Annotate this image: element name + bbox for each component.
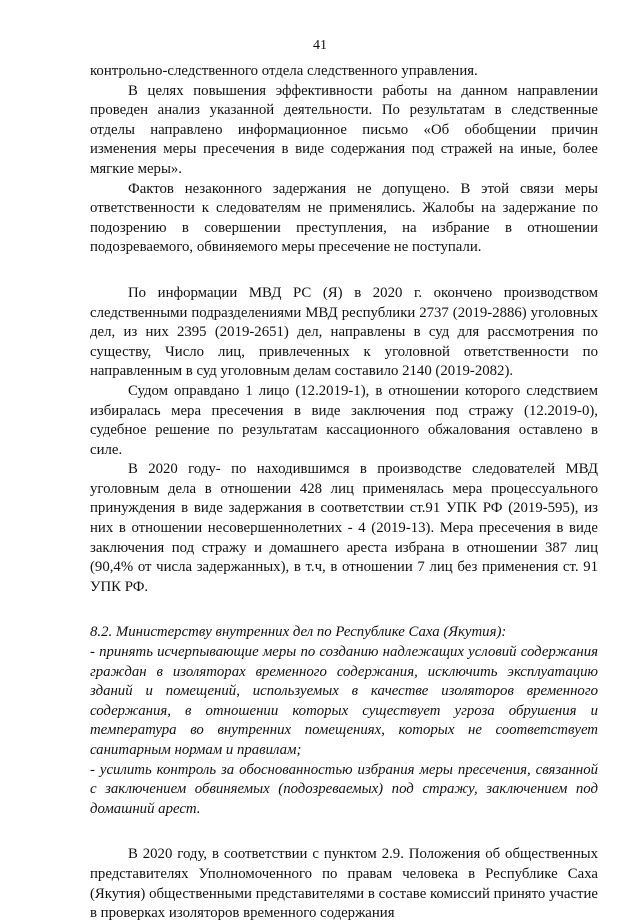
page-content	[90, 62, 598, 924]
paragraph-2020-detentions: В 2020 году- по находившимся в производстве следователей МВД уголовным дела в отношении 428 лиц применялась мера процессуального принуждения в виде задержания в соответствии ст.91 УПК РФ (2019-595), из них в отношении несовершеннолетних - 4 (2019-13). Мера пресечения в виде заключения под стражу и домашнего ареста избрана в отношении 387 лиц (90,4% от числа задержанных), в т.ч, в отношении 7 лиц без применения ст. 91 УПК РФ.	[90, 461, 598, 595]
paragraph-analysis: В целях повышения эффективности работы на данном направлении проведен анализ указанной деятельности. По результатам в следственные отделы направлено информационное письмо «Об обобщении причин изменения меры пресечения в виде содержания под стражей на иные, более мягкие меры».	[90, 82, 598, 177]
recommendation-item-control: - усилить контроль за обоснованностью избрания меры пресечения, связанной с заключением обвиняемых (подозреваемых) под стражу, заключением под домашний арест.	[90, 761, 598, 817]
recommendation-item-conditions: - принять исчерпывающие меры по созданию надлежащих условий содержания граждан в изоляторах временного содержания, исключить эксплуатацию зданий и помещений, используемых в качестве изоляторов временного содержания, в отношении которых существует угроза обрушения и температура во внутренних помещениях, которых не соответствует санитарным нормам и правилам;	[90, 644, 598, 758]
page-number: 41	[313, 38, 327, 53]
paragraph-acquittal: Судом оправдано 1 лицо (12.2019-1), в отношении которого следствием избиралась мера пресечения в виде заключения под стражу (12.2019-0), судебное решение по результатам кассационного обжалования оставлено в силе.	[90, 382, 598, 458]
paragraph-mvd-statistics: По информации МВД РС (Я) в 2020 г. окончено производством следственными подразделениями МВД республики 2737 (2019-2886) уголовных дел, из них 2395 (2019-2651) дел, направлены в суд для рассмотрения по существу, Число лиц, привлеченных к уголовной ответственности по направленным в суд уголовным делам составило 2140 (2019-2082).	[90, 284, 598, 380]
paragraph-detention: Фактов незаконного задержания не допущено. В этой связи меры ответственности к следователям не применялись. Жалобы на задержание по подозрению в совершении преступления, на избрание в отношении подозреваемого, обвиняемого меры пресечение не поступали.	[90, 180, 598, 256]
recommendation-section	[90, 623, 598, 819]
paragraph-continuation: контрольно-следственного отдела следственного управления.	[90, 63, 478, 79]
paragraph-public-representatives: В 2020 году, в соответствии с пунктом 2.9. Положения об общественных представителях Уполномоченного по правам человека в Республике Саха (Якутия) общественными представителями в составе комиссий принято участие в проверках изоляторов временного содержания	[90, 846, 598, 922]
recommendation-heading: 8.2. Министерству внутренних дел по Республике Саха (Якутия):	[90, 624, 507, 641]
